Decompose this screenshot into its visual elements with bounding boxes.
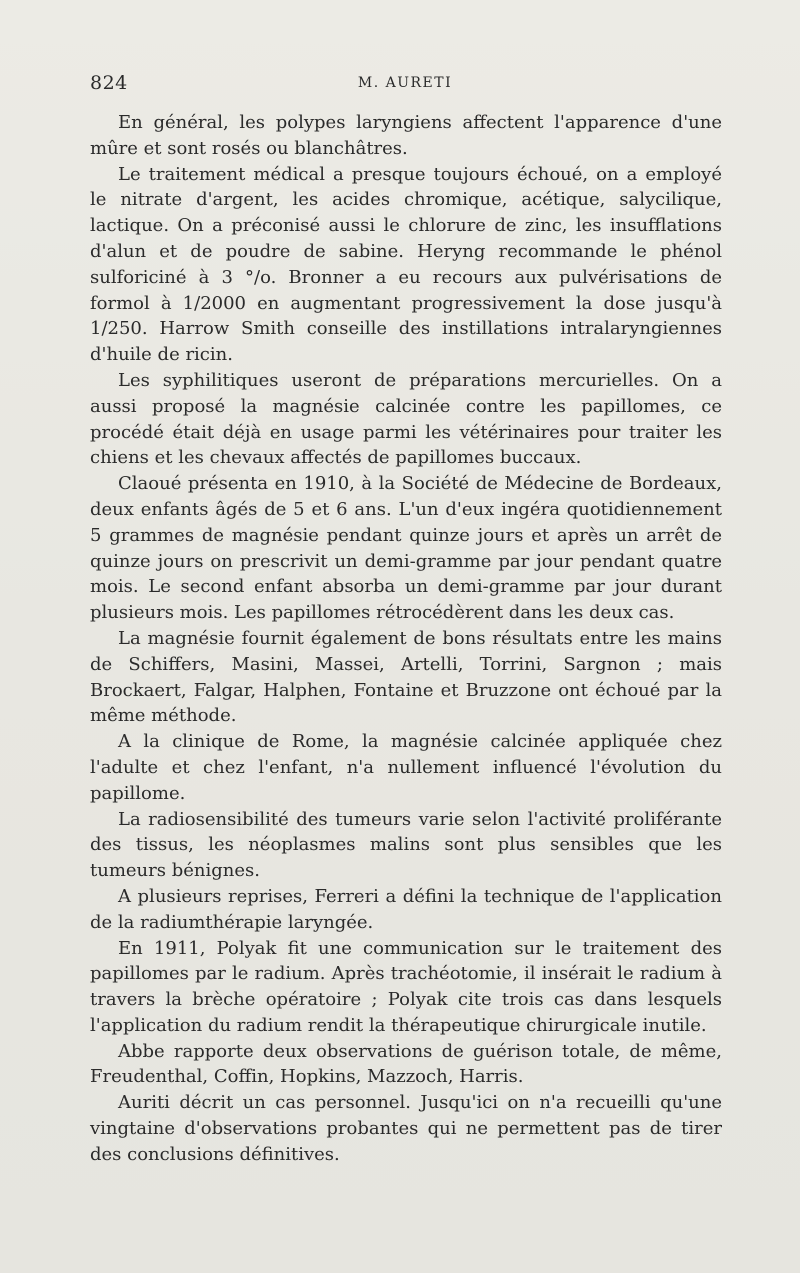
paragraph-1: En général, les polypes laryngiens affectent l'apparence d'une mûre et sont rosés ou blanchâtres. <box>90 112 722 159</box>
paragraph-6: A la clinique de Rome, la magnésie calcinée appliquée chez l'adulte et chez l'enfant, n'a nullement influencé l'évolution du papillome. <box>90 731 722 804</box>
paragraph-7: La radiosensibilité des tumeurs varie selon l'activité proliférante des tissus, les néoplasmes malins sont plus sensibles que les tumeurs bénignes. <box>90 808 722 882</box>
paragraph-9: En 1911, Polyak fit une communication sur le traitement des papillomes par le radium. Après trachéotomie, il insérait le radium à travers la brèche opératoire ; Polyak cite trois cas dans lesquels l'application du radium rendit la thérapeutique chirurgicale inutile. <box>90 937 722 1036</box>
paragraph-10: Abbe rapporte deux observations de guérison totale, de même, Freudenthal, Coffin, Hopkins, Mazzoch, Harris. <box>90 1040 722 1088</box>
page-number: 824 <box>90 72 128 94</box>
paragraph-5: La magnésie fournit également de bons résultats entre les mains de Schiffers, Masini, Massei, Artelli, Torrini, Sargnon ; mais Brockaert, Falgar, Halphen, Fontaine et Bruzzone ont échoué par la même méthode. <box>90 627 722 727</box>
paragraph-8: A plusieurs reprises, Ferreri a défini la technique de l'application de la radiumthérapie laryngée. <box>90 885 722 933</box>
paragraph-4: Claoué présenta en 1910, à la Société de Médecine de Bordeaux, deux enfants âgés de 5 et 6 ans. L'un d'eux ingéra quotidiennement 5 grammes de magnésie pendant quinze jours et après un arrêt de quinze jours on prescrivit un demi-gramme par jour pendant quatre mois. Le second enfant absorba un demi-gramme par jour durant plusieurs mois. Les papillomes rétrocédèrent dans les deux cas. <box>90 473 722 624</box>
page-header <box>90 72 720 100</box>
body-text <box>90 110 722 1168</box>
running-head: M. AURETI <box>357 75 453 91</box>
paragraph-2: Le traitement médical a presque toujours échoué, on a employé le nitrate d'argent, les acides chromique, acétique, salycilique, lactique. On a préconisé aussi le chlorure de zinc, les insufflations d'alun et de poudre de sabine. Heryng recommande le phénol sulforiciné à 3 °/o. Bronner a eu recours aux pulvérisations de formol à 1/2000 en augmentant progressivement la dose jusqu'à 1/250. Harrow Smith conseille des instillations intralaryngiennes d'huile de ricin. <box>90 163 722 366</box>
paragraph-11: Auriti décrit un cas personnel. Jusqu'ici on n'a recueilli qu'une vingtaine d'observations probantes qui ne permettent pas de tirer des conclusions définitives. <box>90 1092 722 1165</box>
paragraph-3: Les syphilitiques useront de préparations mercurielles. On a aussi proposé la magnésie calcinée contre les papillomes, ce procédé était déjà en usage parmi les vétérinaires pour traiter les chiens et les chevaux affectés de papillomes buccaux. <box>90 369 722 469</box>
